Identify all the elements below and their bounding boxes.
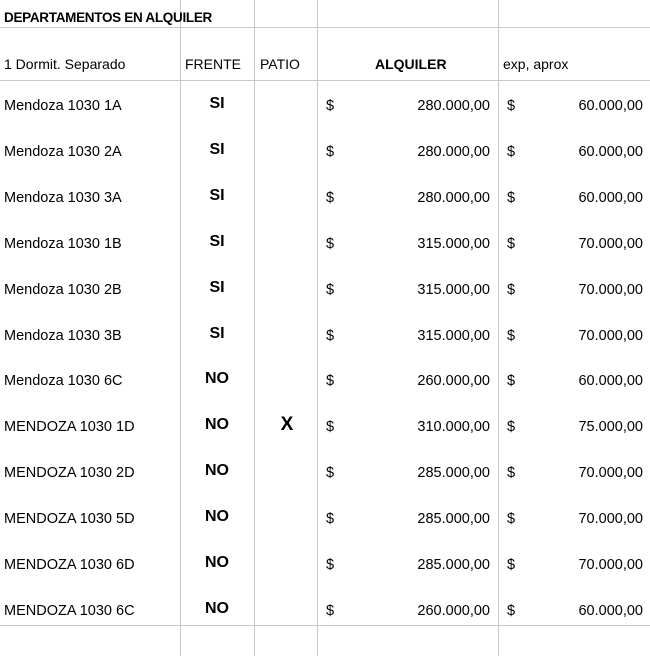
frente-cell[interactable]: SI xyxy=(209,95,225,112)
expensas-currency: $ xyxy=(507,98,516,114)
unit-cell[interactable]: MENDOZA 1030 6C xyxy=(4,603,135,619)
expensas-cell[interactable]: 70.000,00 xyxy=(578,236,643,252)
alquiler-currency: $ xyxy=(326,282,335,298)
frente-cell[interactable]: NO xyxy=(205,508,229,525)
sheet-title[interactable]: DEPARTAMENTOS EN ALQUILER xyxy=(4,10,213,25)
alquiler-cell[interactable]: 280.000,00 xyxy=(417,144,490,160)
alquiler-cell[interactable]: 285.000,00 xyxy=(417,511,490,527)
header-frente[interactable]: FRENTE xyxy=(185,56,241,72)
expensas-cell[interactable]: 70.000,00 xyxy=(578,465,643,481)
grid-line xyxy=(0,27,650,28)
alquiler-currency: $ xyxy=(326,557,335,573)
table-row xyxy=(0,325,650,348)
expensas-cell[interactable]: 70.000,00 xyxy=(578,557,643,573)
unit-cell[interactable]: Mendoza 1030 1A xyxy=(4,98,122,114)
frente-cell[interactable]: NO xyxy=(205,416,229,433)
unit-cell[interactable]: Mendoza 1030 2B xyxy=(4,282,122,298)
alquiler-cell[interactable]: 260.000,00 xyxy=(417,373,490,389)
alquiler-currency: $ xyxy=(326,98,335,114)
table-row xyxy=(0,462,650,485)
alquiler-currency: $ xyxy=(326,190,335,206)
frente-cell[interactable]: NO xyxy=(205,370,229,387)
header-unit[interactable]: 1 Dormit. Separado xyxy=(4,56,126,72)
expensas-currency: $ xyxy=(507,282,516,298)
expensas-cell[interactable]: 70.000,00 xyxy=(578,328,643,344)
unit-cell[interactable]: Mendoza 1030 3A xyxy=(4,190,122,206)
frente-cell[interactable]: SI xyxy=(209,141,225,158)
table-row xyxy=(0,279,650,302)
alquiler-currency: $ xyxy=(326,236,335,252)
alquiler-currency: $ xyxy=(326,511,335,527)
table-row xyxy=(0,233,650,256)
expensas-currency: $ xyxy=(507,373,516,389)
unit-cell[interactable]: MENDOZA 1030 1D xyxy=(4,419,135,435)
expensas-cell[interactable]: 60.000,00 xyxy=(578,373,643,389)
frente-cell[interactable]: SI xyxy=(209,279,225,296)
alquiler-cell[interactable]: 285.000,00 xyxy=(417,557,490,573)
table-row xyxy=(0,414,650,439)
alquiler-currency: $ xyxy=(326,328,335,344)
alquiler-cell[interactable]: 280.000,00 xyxy=(417,98,490,114)
alquiler-cell[interactable]: 285.000,00 xyxy=(417,465,490,481)
alquiler-currency: $ xyxy=(326,465,335,481)
table-row xyxy=(0,600,650,623)
table-row xyxy=(0,554,650,577)
frente-cell[interactable]: SI xyxy=(209,325,225,342)
frente-cell[interactable]: NO xyxy=(205,554,229,571)
table-row xyxy=(0,95,650,118)
grid-line xyxy=(0,625,650,626)
alquiler-currency: $ xyxy=(326,419,335,435)
header-alquiler[interactable]: ALQUILER xyxy=(375,56,447,72)
unit-cell[interactable]: Mendoza 1030 6C xyxy=(4,373,123,389)
frente-cell[interactable]: SI xyxy=(209,233,225,250)
unit-cell[interactable]: Mendoza 1030 1B xyxy=(4,236,122,252)
table-row xyxy=(0,141,650,164)
header-expensas[interactable]: exp, aprox xyxy=(503,56,569,72)
table-row xyxy=(0,370,650,393)
table-row xyxy=(0,508,650,531)
expensas-cell[interactable]: 75.000,00 xyxy=(578,419,643,435)
expensas-currency: $ xyxy=(507,557,516,573)
expensas-cell[interactable]: 60.000,00 xyxy=(578,144,643,160)
unit-cell[interactable]: Mendoza 1030 2A xyxy=(4,144,122,160)
expensas-currency: $ xyxy=(507,236,516,252)
expensas-currency: $ xyxy=(507,419,516,435)
header-patio[interactable]: PATIO xyxy=(260,56,300,72)
alquiler-currency: $ xyxy=(326,373,335,389)
unit-cell[interactable]: MENDOZA 1030 6D xyxy=(4,557,135,573)
expensas-cell[interactable]: 70.000,00 xyxy=(578,511,643,527)
alquiler-cell[interactable]: 260.000,00 xyxy=(417,603,490,619)
expensas-currency: $ xyxy=(507,603,516,619)
patio-cell[interactable]: X xyxy=(280,414,294,435)
alquiler-cell[interactable]: 315.000,00 xyxy=(417,282,490,298)
expensas-cell[interactable]: 60.000,00 xyxy=(578,98,643,114)
expensas-currency: $ xyxy=(507,190,516,206)
unit-cell[interactable]: Mendoza 1030 3B xyxy=(4,328,122,344)
table-row xyxy=(0,187,650,210)
expensas-currency: $ xyxy=(507,328,516,344)
expensas-cell[interactable]: 60.000,00 xyxy=(578,190,643,206)
alquiler-currency: $ xyxy=(326,144,335,160)
frente-cell[interactable]: NO xyxy=(205,462,229,479)
alquiler-cell[interactable]: 310.000,00 xyxy=(417,419,490,435)
alquiler-cell[interactable]: 315.000,00 xyxy=(417,328,490,344)
alquiler-cell[interactable]: 280.000,00 xyxy=(417,190,490,206)
unit-cell[interactable]: MENDOZA 1030 2D xyxy=(4,465,135,481)
frente-cell[interactable]: SI xyxy=(209,187,225,204)
expensas-currency: $ xyxy=(507,511,516,527)
expensas-currency: $ xyxy=(507,144,516,160)
alquiler-currency: $ xyxy=(326,603,335,619)
grid-line xyxy=(0,80,650,81)
unit-cell[interactable]: MENDOZA 1030 5D xyxy=(4,511,135,527)
expensas-currency: $ xyxy=(507,465,516,481)
frente-cell[interactable]: NO xyxy=(205,600,229,617)
expensas-cell[interactable]: 70.000,00 xyxy=(578,282,643,298)
expensas-cell[interactable]: 60.000,00 xyxy=(578,603,643,619)
alquiler-cell[interactable]: 315.000,00 xyxy=(417,236,490,252)
